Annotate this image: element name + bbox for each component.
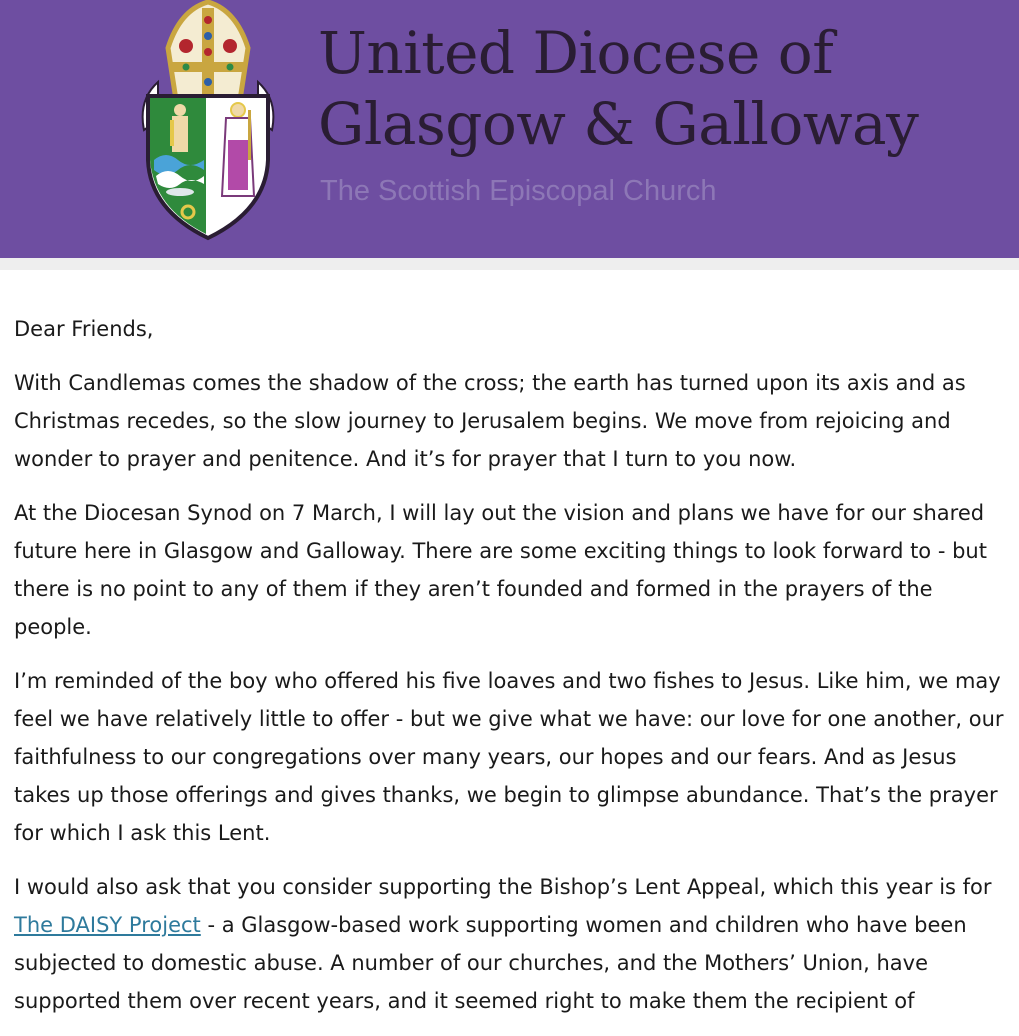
- letter-body: [14, 310, 1004, 1036]
- letter-greeting: Dear Friends,: [14, 317, 154, 341]
- diocese-title-line-2: Glasgow & Galloway: [318, 90, 919, 158]
- paragraph-4-rest: - a Glasgow-based work supporting women and children who have been subjected to domestic abuse. A number of our churches, and the Mothers’ Union, have supported them over recent years, and it seemed right to make them the recipient of: [14, 913, 967, 1013]
- diocese-title-line-1: United Diocese of: [318, 19, 834, 87]
- diocese-subtitle: The Scottish Episcopal Church: [320, 175, 717, 207]
- daisy-project-link[interactable]: The DAISY Project: [14, 913, 201, 937]
- letter-paragraph-4: [14, 868, 1004, 1020]
- diocese-header-banner: [0, 0, 1019, 258]
- letter-paragraph-1: With Candlemas comes the shadow of the cross; the earth has turned upon its axis and as Christmas recedes, so the slow journey to Jerusalem begins. We move from rejoicing and wonder to prayer and penitence. And it’s for prayer that I turn to you now.: [14, 371, 966, 471]
- letter-paragraph-2: At the Diocesan Synod on 7 March, I will lay out the vision and plans we have for our shared future here in Glasgow and Galloway. There are some exciting things to look forward to - but there is no point to any of them if they aren’t founded and formed in the prayers of the people.: [14, 501, 987, 639]
- diocese-crest-icon: [128, 0, 288, 245]
- header-divider: [0, 258, 1019, 270]
- letter-paragraph-3: I’m reminded of the boy who offered his five loaves and two fishes to Jesus. Like him, we may feel we have relatively little to offer - but we give what we have: our love for one another, our faithfulness to our congregations over many years, our hopes and our fears. And as Jesus takes up those offerings and gives thanks, we begin to glimpse abundance. That’s the prayer for which I ask this Lent.: [14, 669, 1004, 845]
- paragraph-4-intro: I would also ask that you consider supporting the Bishop’s Lent Appeal, which this year is for: [14, 875, 992, 899]
